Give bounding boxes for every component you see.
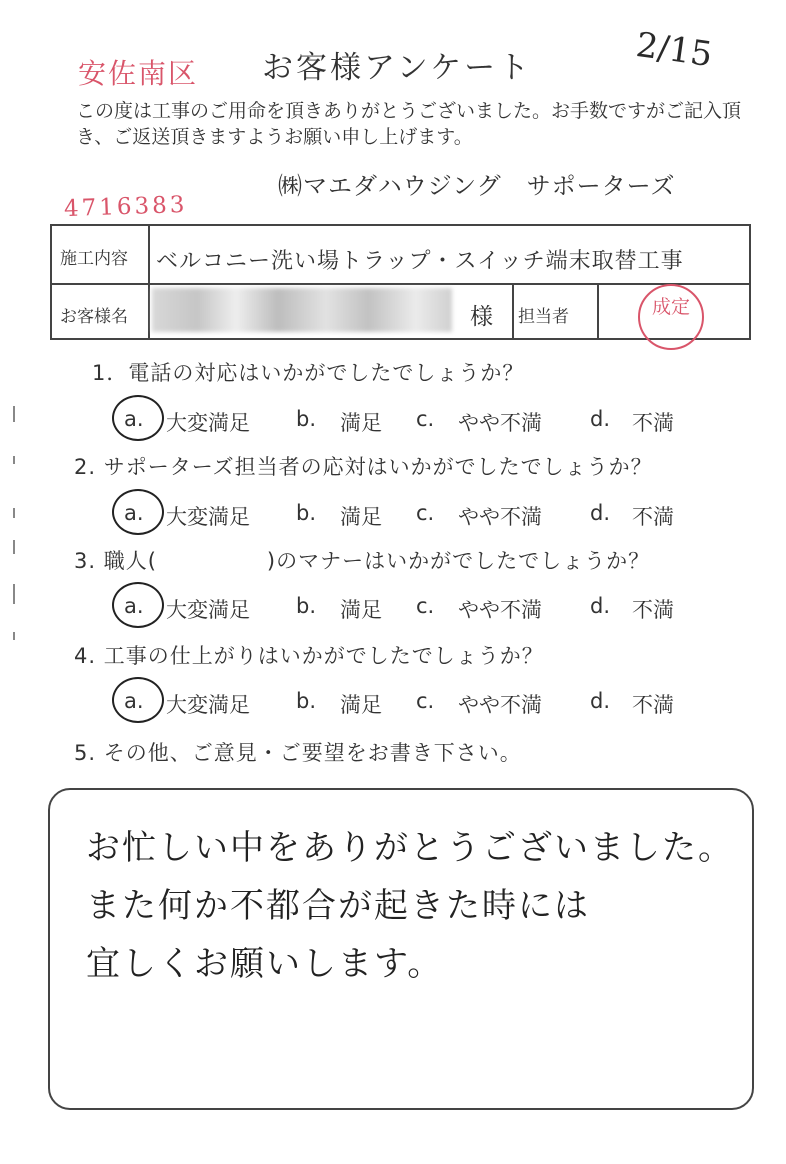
option-a-label: 大変満足 xyxy=(166,693,250,717)
company-name: ㈱マエダハウジング サポーターズ xyxy=(278,172,676,200)
selected-circle xyxy=(112,677,164,723)
option-d-label: 不満 xyxy=(632,505,674,529)
question-2: 2. サポーターズ担当者の応対はいかがでしたでしょうか？ xyxy=(74,455,653,479)
options-q1 xyxy=(124,407,724,437)
customer-label: お客様名 xyxy=(60,307,128,327)
selected-circle xyxy=(112,489,164,535)
comment-line-3: 宜しくお願いします。 xyxy=(86,944,444,984)
question-3: 3. 職人( )のマナーはいかがでしたでしょうか？ xyxy=(74,549,651,573)
option-b[interactable]: b. xyxy=(296,407,317,431)
info-table xyxy=(50,224,751,340)
option-a-label: 大変満足 xyxy=(166,411,250,435)
option-a-label: 大変満足 xyxy=(166,505,250,529)
option-a-label: 大変満足 xyxy=(166,598,250,622)
staff-stamp: 成定 xyxy=(638,284,704,350)
option-b-label: 満足 xyxy=(340,411,382,435)
customer-name-redacted xyxy=(152,288,452,332)
comment-box[interactable] xyxy=(48,788,754,1110)
option-a[interactable]: a. xyxy=(124,501,144,525)
question-4: 4. 工事の仕上がりはいかがでしたでしょうか？ xyxy=(74,644,544,668)
option-c[interactable]: c. xyxy=(416,501,435,525)
option-b[interactable]: b. xyxy=(296,594,317,618)
work-label: 施工内容 xyxy=(60,249,128,269)
page-title: お客様アンケート xyxy=(262,50,533,86)
option-c[interactable]: c. xyxy=(416,407,435,431)
option-d-label: 不満 xyxy=(632,693,674,717)
option-c-label: やや不満 xyxy=(458,693,542,717)
staff-label: 担当者 xyxy=(518,307,569,327)
option-d-label: 不満 xyxy=(632,598,674,622)
option-a[interactable]: a. xyxy=(124,689,144,713)
comment-line-1: お忙しい中をありがとうございました。 xyxy=(86,828,734,868)
option-d[interactable]: d. xyxy=(590,594,611,618)
options-q2 xyxy=(124,501,724,531)
scan-mark xyxy=(13,508,15,518)
option-d[interactable]: d. xyxy=(590,501,611,525)
selected-circle xyxy=(112,582,164,628)
order-number: 4716383 xyxy=(63,191,188,223)
option-b[interactable]: b. xyxy=(296,689,317,713)
option-a[interactable]: a. xyxy=(124,594,144,618)
scan-mark xyxy=(13,540,15,554)
scan-mark xyxy=(13,456,15,464)
work-content: ベルコニー洗い場トラップ・スイッチ端末取替工事 xyxy=(156,249,684,274)
options-q3 xyxy=(124,594,724,624)
comment-line-2: また何か不都合が起きた時には xyxy=(86,886,590,926)
option-b[interactable]: b. xyxy=(296,501,317,525)
question-5: 5. その他、ご意見・ご要望をお書き下さい。 xyxy=(74,741,522,765)
date-note: 2/15 xyxy=(633,24,715,76)
options-q4 xyxy=(124,689,724,719)
ward-note: 安佐南区 xyxy=(78,57,199,90)
option-d[interactable]: d. xyxy=(590,407,611,431)
option-c-label: やや不満 xyxy=(458,505,542,529)
customer-suffix: 様 xyxy=(470,304,493,330)
option-b-label: 満足 xyxy=(340,505,382,529)
option-c[interactable]: c. xyxy=(416,594,435,618)
option-c-label: やや不満 xyxy=(458,411,542,435)
scan-mark xyxy=(13,632,15,640)
selected-circle xyxy=(112,395,164,441)
intro-text: この度は工事のご用命を頂きありがとうございました。お手数ですがご記入頂き、ご返送頂きますようお願い申し上げます。 xyxy=(76,100,742,148)
scan-mark xyxy=(13,406,15,422)
option-c-label: やや不満 xyxy=(458,598,542,622)
option-d-label: 不満 xyxy=(632,411,674,435)
question-1: 1．電話の対応はいかがでしたでしょうか？ xyxy=(92,361,525,385)
option-b-label: 満足 xyxy=(340,693,382,717)
option-a[interactable]: a. xyxy=(124,407,144,431)
option-d[interactable]: d. xyxy=(590,689,611,713)
option-b-label: 満足 xyxy=(340,598,382,622)
option-c[interactable]: c. xyxy=(416,689,435,713)
scan-mark xyxy=(13,584,15,604)
